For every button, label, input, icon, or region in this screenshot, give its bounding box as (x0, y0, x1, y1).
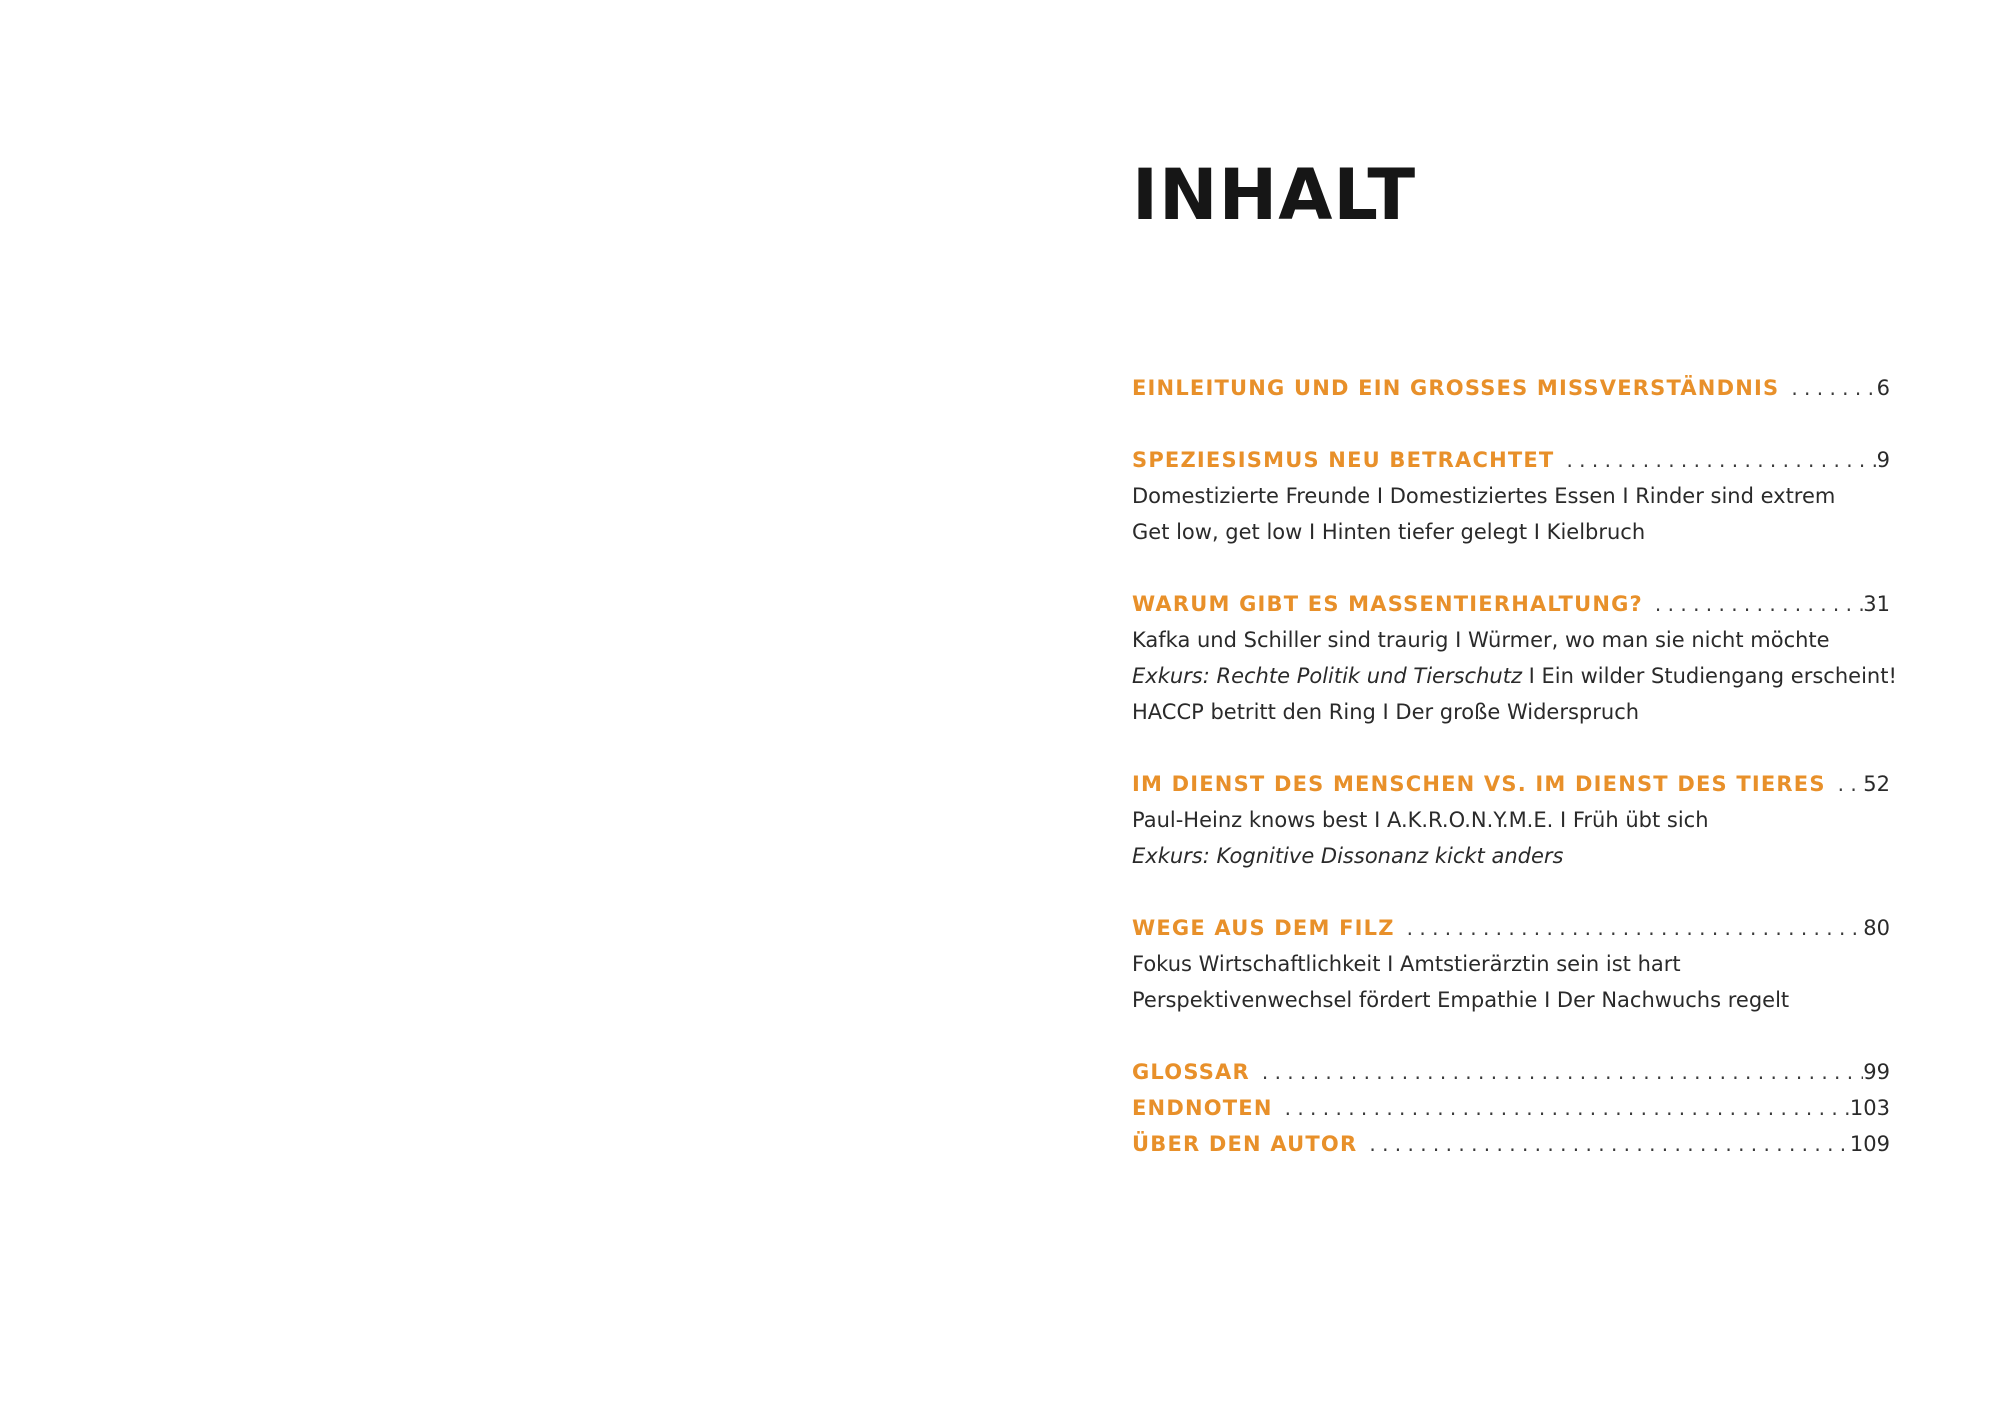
toc-subtopic-line (1132, 838, 1890, 874)
dot-leader (1357, 1126, 1850, 1162)
toc-heading-row[interactable] (1132, 586, 1890, 622)
dot-leader (1395, 910, 1864, 946)
toc-subtopic-line: Fokus Wirtschaftlichkeit I Amtstierärztin sein ist hart (1132, 952, 1681, 976)
toc-subtopic-line: HACCP betritt den Ring I Der große Widerspruch (1132, 700, 1640, 724)
toc-heading-row[interactable] (1132, 1126, 1890, 1162)
toc-heading: IM DIENST DES MENSCHEN VS. IM DIENST DES TIERES (1132, 772, 1826, 796)
toc-subtopic-line: Perspektivenwechsel fördert Empathie I Der Nachwuchs regelt (1132, 988, 1790, 1012)
toc-heading-row[interactable] (1132, 442, 1890, 478)
toc-entries (1132, 370, 1897, 1162)
toc-page-number: 109 (1849, 1132, 1890, 1156)
toc-heading-row[interactable] (1132, 1090, 1890, 1126)
toc-heading: ÜBER DEN AUTOR (1132, 1132, 1358, 1156)
toc-section (1132, 910, 1890, 1018)
toc-section (1132, 370, 1890, 406)
toc-page-number: 80 (1863, 916, 1890, 940)
dot-leader (1554, 442, 1876, 478)
toc-subtopic-text: I Ein wilder Studiengang erscheint! (1521, 664, 1897, 688)
toc-heading: WEGE AUS DEM FILZ (1132, 916, 1395, 940)
toc-section (1132, 766, 1890, 874)
toc-heading: WARUM GIBT ES MASSENTIERHALTUNG? (1132, 592, 1643, 616)
toc-section (1132, 442, 1890, 550)
page-title: INHALT (1132, 154, 1417, 236)
toc-subtopic-line (1132, 658, 1897, 694)
toc-heading-row[interactable] (1132, 766, 1890, 802)
toc-heading: GLOSSAR (1132, 1060, 1250, 1084)
toc-page-number: 31 (1863, 592, 1890, 616)
excursus-title: Exkurs: Rechte Politik und Tierschutz (1132, 664, 1522, 688)
dot-leader (1250, 1054, 1863, 1090)
toc-page-number: 52 (1863, 772, 1890, 796)
dot-leader (1643, 586, 1863, 622)
dot-leader (1273, 1090, 1850, 1126)
dot-leader (1779, 370, 1876, 406)
toc-heading-row[interactable] (1132, 370, 1890, 406)
toc-appendix (1132, 1054, 1890, 1162)
toc-subtopic-line: Kafka und Schiller sind traurig I Würmer, wo man sie nicht möchte (1132, 628, 1830, 652)
toc-subtopic-line: Domestizierte Freunde I Domestiziertes Essen I Rinder sind extrem (1132, 484, 1836, 508)
toc-page-number: 9 (1876, 448, 1890, 472)
toc-heading-row[interactable] (1132, 910, 1890, 946)
dot-leader (1826, 766, 1864, 802)
toc-page-number: 103 (1849, 1096, 1890, 1120)
toc-heading: SPEZIESISMUS NEU BETRACHTET (1132, 448, 1555, 472)
toc-heading-row[interactable] (1132, 1054, 1890, 1090)
toc-subtopic-line: Get low, get low I Hinten tiefer gelegt I Kielbruch (1132, 520, 1646, 544)
excursus-title: Exkurs: Kognitive Dissonanz kickt anders (1132, 844, 1564, 868)
toc-section (1132, 586, 1897, 730)
toc-page-number: 99 (1863, 1060, 1890, 1084)
toc-page-number: 6 (1876, 376, 1890, 400)
toc-heading: EINLEITUNG UND EIN GROSSES MISSVERSTÄNDNIS (1132, 376, 1780, 400)
toc-subtopic-line: Paul-Heinz knows best I A.K.R.O.N.Y.M.E. I Früh übt sich (1132, 808, 1709, 832)
toc-heading: ENDNOTEN (1132, 1096, 1273, 1120)
